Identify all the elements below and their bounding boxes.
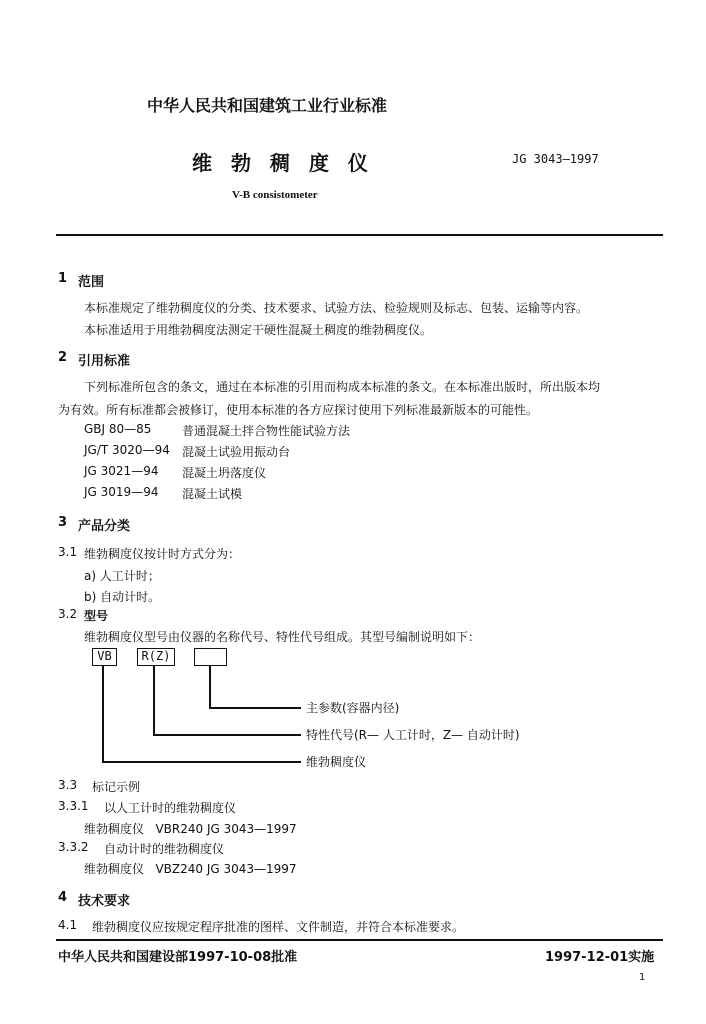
leader-line-name [102, 666, 104, 762]
section-3-1-text: 维勃稠度仪按计时方式分为： [84, 547, 241, 561]
section-3-3-2-text: 自动计时的维勃稠度仪 [104, 842, 225, 856]
implementation-date: 1997-12-01实施 [545, 950, 655, 965]
section-3-3-number: 3.3 [58, 778, 78, 792]
section-3-3-1-example: 维勃稠度仪 VBR240 JG 3043—1997 [84, 822, 297, 836]
section-3-1-item-b: b) 自动计时。 [84, 590, 161, 604]
section-2-para-line-1: 下列标准所包含的条文，通过在本标准的引用而构成本标准的条文。在本标准出版时，所出版本均 [84, 380, 601, 394]
approval-statement: 中华人民共和国建设部1997-10-08批准 [58, 950, 298, 965]
diagram-label-instrument-name: 维勃稠度仪 [306, 755, 367, 769]
section-2-para-line-2: 为有效。所有标准都会被修订，使用本标准的各方应探讨使用下列标准最新版本的可能性。 [58, 403, 539, 417]
section-3-3-heading: 标记示例 [92, 780, 141, 794]
section-4-1-text: 维勃稠度仪应按规定程序批准的图样、文件制造，并符合本标准要求。 [92, 920, 465, 934]
section-1-heading: 范围 [78, 275, 105, 290]
section-3-2-heading: 型号 [84, 609, 109, 623]
section-4-number: 4 [58, 890, 68, 905]
leader-line-param [209, 666, 211, 708]
ref-code: JG/T 3020—94 [84, 443, 170, 457]
model-code-box-vb: VB [92, 648, 117, 666]
ref-name: 混凝土坍落度仪 [182, 466, 267, 480]
section-3-2-text: 维勃稠度仪型号由仪器的名称代号、特性代号组成。其型号编制说明如下： [84, 630, 481, 644]
page-number: 1 [639, 972, 646, 983]
ref-code: GBJ 80—85 [84, 422, 152, 436]
section-3-number: 3 [58, 515, 68, 530]
section-3-3-2-number: 3.3.2 [58, 840, 89, 854]
section-2-heading: 引用标准 [78, 354, 131, 369]
section-4-1-number: 4.1 [58, 918, 78, 932]
ref-code: JG 3019—94 [84, 485, 159, 499]
model-code-box-rz: R(Z) [137, 648, 175, 666]
section-3-1-item-a: a) 人工计时； [84, 569, 160, 583]
section-1-para-1: 本标准规定了维勃稠度仪的分类、技术要求、试验方法、检验规则及标志、包装、运输等内容。 [84, 301, 589, 315]
document-title: 维 勃 稠 度 仪 [192, 151, 374, 175]
section-3-1-number: 3.1 [58, 545, 78, 559]
standard-code: JG 3043—1997 [512, 152, 599, 166]
leader-line-name-h [102, 761, 301, 763]
section-4-heading: 技术要求 [78, 894, 131, 909]
section-2-number: 2 [58, 350, 68, 365]
leader-line-feature [153, 666, 155, 735]
model-code-box-param [194, 648, 227, 666]
ref-name: 普通混凝土拌合物性能试验方法 [182, 424, 351, 438]
section-3-3-2-example: 维勃稠度仪 VBZ240 JG 3043—1997 [84, 862, 297, 876]
ref-name: 混凝土试验用振动台 [182, 445, 291, 459]
org-standard-title: 中华人民共和国建筑工业行业标准 [147, 96, 388, 115]
leader-line-param-h [209, 707, 301, 709]
english-subtitle: V-B consistometer [232, 189, 318, 201]
diagram-label-main-parameter: 主参数(容器内径) [306, 701, 400, 715]
diagram-label-feature-code: 特性代号(R— 人工计时，Z— 自动计时) [306, 728, 520, 742]
footer-divider [56, 939, 663, 941]
section-3-3-1-text: 以人工计时的维勃稠度仪 [104, 801, 237, 815]
section-3-heading: 产品分类 [78, 519, 131, 534]
section-1-para-2: 本标准适用于用维勃稠度法测定干硬性混凝土稠度的维勃稠度仪。 [84, 323, 433, 337]
section-1-number: 1 [58, 271, 68, 286]
ref-code: JG 3021—94 [84, 464, 159, 478]
section-3-2-number: 3.2 [58, 607, 78, 621]
leader-line-feature-h [153, 734, 301, 736]
header-divider [56, 234, 663, 236]
section-3-3-1-number: 3.3.1 [58, 799, 89, 813]
ref-name: 混凝土试模 [182, 487, 243, 501]
